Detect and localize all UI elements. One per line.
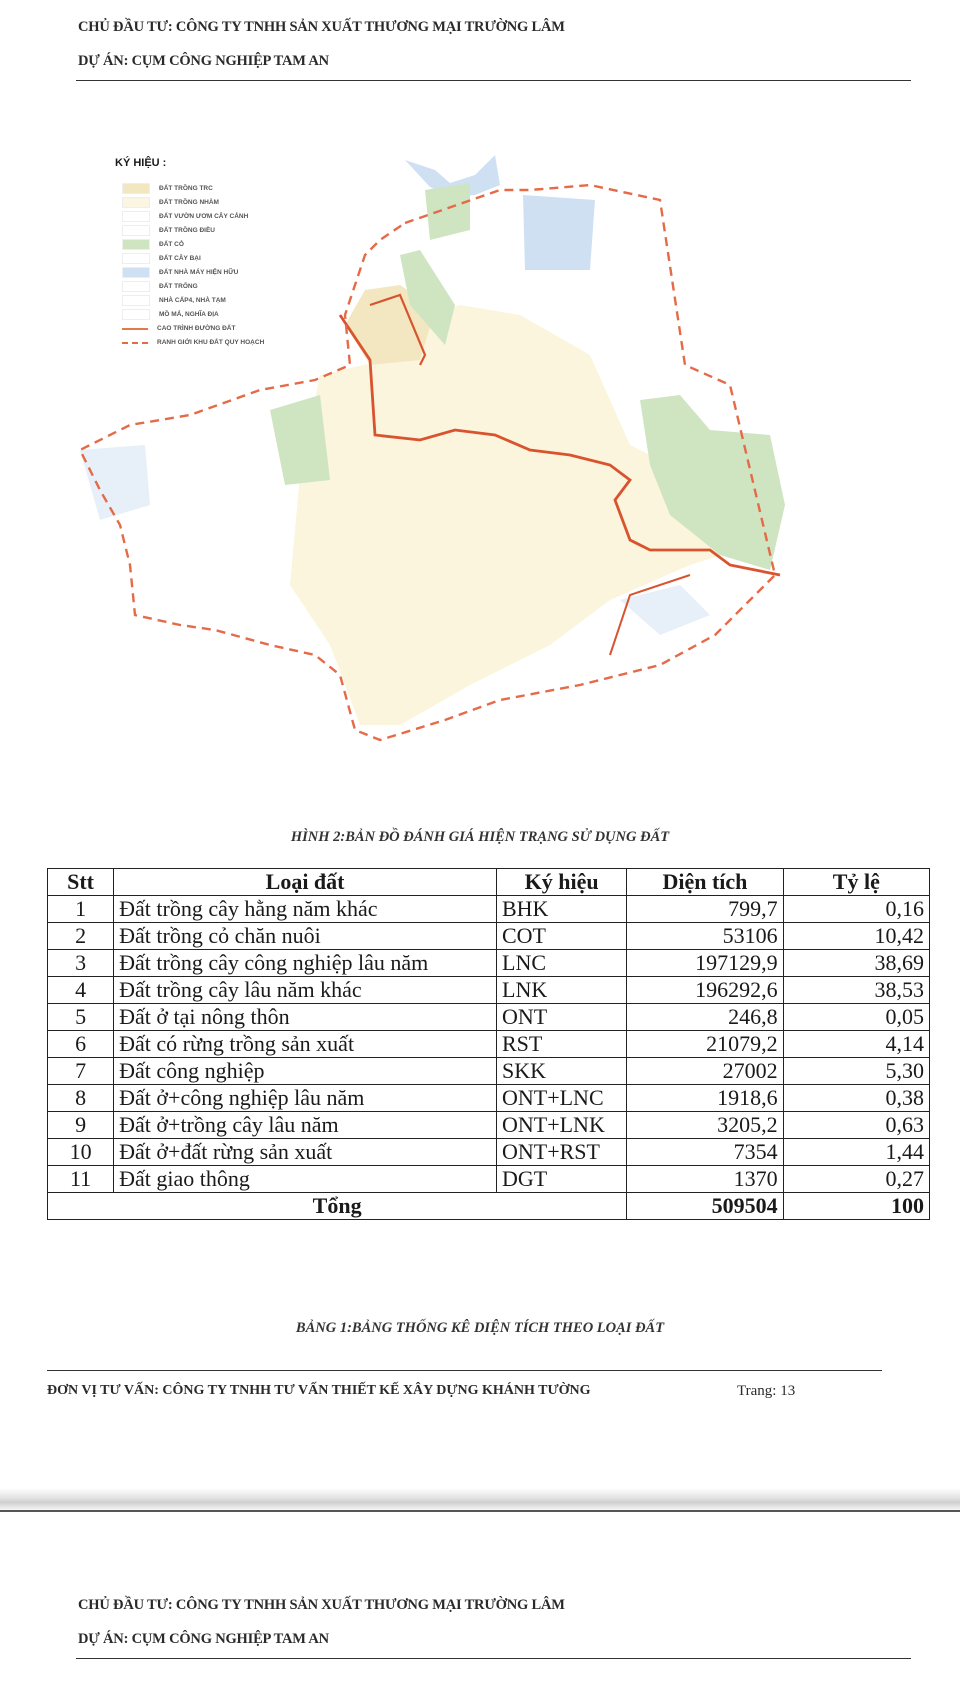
- legend-item: [122, 196, 292, 209]
- legend-swatch: [122, 225, 150, 236]
- table-total-row: [48, 1193, 930, 1220]
- legend-label: ĐẤT VƯỜN ƯƠM CÂY CẢNH: [159, 213, 249, 220]
- zone-factory-2: [80, 445, 150, 520]
- land-statistics-table: [47, 868, 930, 1220]
- cell-symbol: DGT: [497, 1166, 627, 1193]
- legend-label: ĐẤT TRỒNG TRC: [159, 185, 213, 192]
- cell-ratio: 38,69: [783, 950, 929, 977]
- cell-land-type: Đất trồng cây lâu năm khác: [114, 977, 497, 1004]
- legend-swatch: [122, 253, 150, 264]
- cell-stt: 3: [48, 950, 114, 977]
- zone-grass-3: [270, 395, 330, 485]
- cell-stt: 2: [48, 923, 114, 950]
- legend-label: NHÀ CẤP4, NHÀ TẠM: [159, 297, 226, 304]
- legend-item: [122, 336, 292, 349]
- page-number: Trang: 13: [737, 1383, 796, 1399]
- legend-item: [122, 252, 292, 265]
- cell-area: 21079,2: [627, 1031, 783, 1058]
- legend-item: [122, 266, 292, 279]
- cell-ratio: 0,38: [783, 1085, 929, 1112]
- cell-symbol: COT: [497, 923, 627, 950]
- cell-ratio: 38,53: [783, 977, 929, 1004]
- cell-ratio: 1,44: [783, 1139, 929, 1166]
- legend-item: [122, 294, 292, 307]
- cell-area: 1918,6: [627, 1085, 783, 1112]
- cell-symbol: ONT+LNC: [497, 1085, 627, 1112]
- table-row: [48, 1166, 930, 1193]
- legend-label: MỒ MẢ, NGHĨA ĐỊA: [159, 311, 219, 318]
- legend-swatch: [122, 267, 150, 278]
- table-row: [48, 1085, 930, 1112]
- table-header-row: [48, 869, 930, 896]
- cell-land-type: Đất trồng cỏ chăn nuôi: [114, 923, 497, 950]
- cell-land-type: Đất trồng cây công nghiệp lâu năm: [114, 950, 497, 977]
- table-row: [48, 923, 930, 950]
- footer-rule: [47, 1370, 882, 1371]
- table-row: [48, 1004, 930, 1031]
- table-row: [48, 1139, 930, 1166]
- cell-symbol: BHK: [497, 896, 627, 923]
- cell-land-type: Đất công nghiệp: [114, 1058, 497, 1085]
- page2-header-rule: [76, 1658, 911, 1659]
- cell-land-type: Đất ở+đất rừng sản xuất: [114, 1139, 497, 1166]
- table-row: [48, 977, 930, 1004]
- legend-label: ĐẤT NHÀ MÁY HIỆN HỮU: [159, 269, 239, 276]
- cell-stt: 7: [48, 1058, 114, 1085]
- cell-symbol: ONT+LNK: [497, 1112, 627, 1139]
- table-row: [48, 1031, 930, 1058]
- legend-swatch: [122, 309, 150, 320]
- cell-land-type: Đất ở+công nghiệp lâu năm: [114, 1085, 497, 1112]
- cell-stt: 4: [48, 977, 114, 1004]
- header-rule: [76, 80, 911, 81]
- cell-symbol: LNC: [497, 950, 627, 977]
- total-area: 509504: [627, 1193, 783, 1220]
- header-investor: CHỦ ĐẦU TƯ: CÔNG TY TNHH SẢN XUẤT THƯƠNG MẠI TRƯỜNG LÂM: [78, 19, 565, 35]
- page2-header-project: DỰ ÁN: CỤM CÔNG NGHIỆP TAM AN: [78, 1631, 329, 1647]
- page-break-line: [0, 1510, 960, 1512]
- cell-ratio: 0,27: [783, 1166, 929, 1193]
- cell-area: 27002: [627, 1058, 783, 1085]
- table-caption: BẢNG 1:BẢNG THỐNG KÊ DIỆN TÍCH THEO LOẠI ĐẤT: [295, 1320, 665, 1336]
- legend-swatch: [122, 281, 150, 292]
- footer-consultant: ĐƠN VỊ TƯ VẤN: CÔNG TY TNHH TƯ VẤN THIẾT KẾ XÂY DỰNG KHÁNH TƯỜNG: [47, 1383, 591, 1398]
- legend-label: CAO TRÌNH ĐƯỜNG ĐẤT: [157, 325, 236, 332]
- cell-stt: 1: [48, 896, 114, 923]
- cell-area: 799,7: [627, 896, 783, 923]
- legend-swatch: [122, 183, 150, 194]
- cell-area: 197129,9: [627, 950, 783, 977]
- total-label: Tổng: [48, 1193, 627, 1220]
- legend-label: ĐẤT CÂY BẠI: [159, 255, 201, 262]
- zone-factory-3: [620, 585, 710, 635]
- legend-item: [122, 238, 292, 251]
- cell-land-type: Đất có rừng trồng sản xuất: [114, 1031, 497, 1058]
- cell-stt: 6: [48, 1031, 114, 1058]
- cell-symbol: SKK: [497, 1058, 627, 1085]
- cell-stt: 11: [48, 1166, 114, 1193]
- cell-stt: 8: [48, 1085, 114, 1112]
- legend-label: ĐẤT TRỒNG ĐIỀU: [159, 227, 215, 234]
- table-row: [48, 950, 930, 977]
- cell-symbol: RST: [497, 1031, 627, 1058]
- legend-item: [122, 182, 292, 195]
- legend-item: [122, 280, 292, 293]
- col-header-ratio: Tỷ lệ: [783, 869, 929, 896]
- cell-area: 53106: [627, 923, 783, 950]
- legend-item: [122, 308, 292, 321]
- cell-stt: 10: [48, 1139, 114, 1166]
- table-body: [48, 896, 930, 1193]
- legend-item: [122, 224, 292, 237]
- page-break-shadow: [0, 1488, 960, 1512]
- col-header-area: Diện tích: [627, 869, 783, 896]
- cell-stt: 9: [48, 1112, 114, 1139]
- cell-ratio: 4,14: [783, 1031, 929, 1058]
- legend-item: [122, 210, 292, 223]
- cell-land-type: Đất trồng cây hằng năm khác: [114, 896, 497, 923]
- figure-caption: HÌNH 2:BẢN ĐỒ ĐÁNH GIÁ HIỆN TRẠNG SỬ DỤNG ĐẤT: [290, 829, 670, 845]
- legend-swatch: [122, 197, 150, 208]
- col-header-land-type: Loại đất: [114, 869, 497, 896]
- cell-ratio: 0,16: [783, 896, 929, 923]
- legend-label: ĐẤT TRỒNG NHÀM: [159, 199, 219, 206]
- legend-item: [122, 322, 292, 335]
- cell-ratio: 0,63: [783, 1112, 929, 1139]
- header-project: DỰ ÁN: CỤM CÔNG NGHIỆP TAM AN: [78, 53, 329, 69]
- cell-symbol: LNK: [497, 977, 627, 1004]
- cell-land-type: Đất ở+trồng cây lâu năm: [114, 1112, 497, 1139]
- cell-ratio: 10,42: [783, 923, 929, 950]
- legend-swatch: [122, 295, 150, 306]
- table-row: [48, 1058, 930, 1085]
- cell-area: 7354: [627, 1139, 783, 1166]
- cell-ratio: 0,05: [783, 1004, 929, 1031]
- legend-label: ĐẤT TRỐNG: [159, 283, 198, 290]
- legend-swatch: [122, 328, 148, 330]
- cell-area: 3205,2: [627, 1112, 783, 1139]
- cell-land-type: Đất giao thông: [114, 1166, 497, 1193]
- cell-area: 1370: [627, 1166, 783, 1193]
- legend-label: RANH GIỚI KHU ĐẤT QUY HOẠCH: [157, 339, 265, 346]
- zone-grass-1: [425, 183, 470, 240]
- cell-stt: 5: [48, 1004, 114, 1031]
- legend-swatch: [122, 342, 148, 344]
- legend-label: ĐẤT CỎ: [159, 241, 184, 248]
- cell-land-type: Đất ở tại nông thôn: [114, 1004, 497, 1031]
- col-header-symbol: Ký hiệu: [497, 869, 627, 896]
- cell-symbol: ONT+RST: [497, 1139, 627, 1166]
- legend-swatch: [122, 239, 150, 250]
- table-row: [48, 1112, 930, 1139]
- zone-factory-1: [523, 195, 595, 270]
- legend-swatch: [122, 211, 150, 222]
- cell-symbol: ONT: [497, 1004, 627, 1031]
- legend-title: KÝ HIỆU :: [115, 157, 167, 169]
- table-row: [48, 896, 930, 923]
- total-ratio: 100: [783, 1193, 929, 1220]
- page2-header-investor: CHỦ ĐẦU TƯ: CÔNG TY TNHH SẢN XUẤT THƯƠNG MẠI TRƯỜNG LÂM: [78, 1597, 565, 1613]
- cell-area: 246,8: [627, 1004, 783, 1031]
- map-legend: [122, 182, 292, 350]
- cell-ratio: 5,30: [783, 1058, 929, 1085]
- cell-area: 196292,6: [627, 977, 783, 1004]
- col-header-stt: Stt: [48, 869, 114, 896]
